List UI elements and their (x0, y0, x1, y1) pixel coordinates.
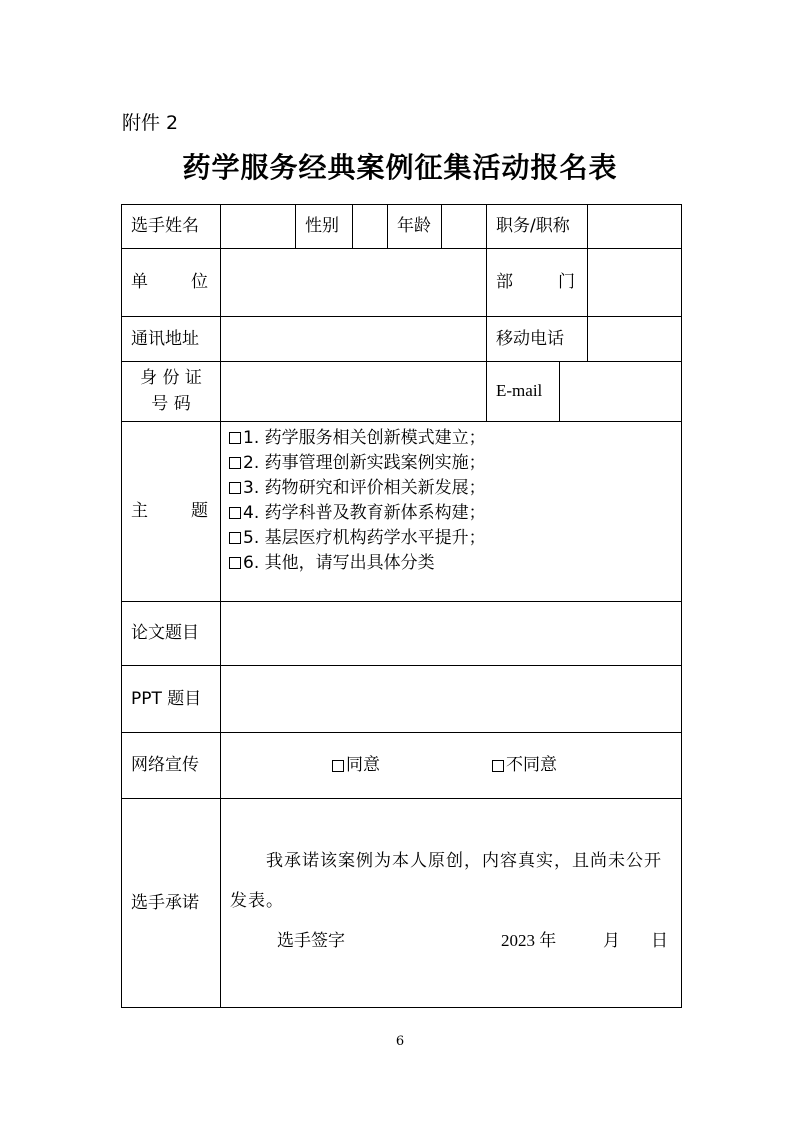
topic-option-5[interactable] (229, 526, 673, 551)
publicity-options (221, 733, 682, 799)
checkbox-icon[interactable] (229, 482, 241, 494)
age-label: 年龄 (397, 216, 431, 237)
topic-label-cell (122, 422, 221, 602)
topic-option-label: 6. 其他，请写出具体分类 (243, 553, 435, 573)
ppt-title-label-cell (122, 666, 221, 733)
gender-label: 性别 (305, 216, 339, 237)
disagree-option-label: 不同意 (506, 755, 557, 776)
checkbox-icon[interactable] (229, 432, 241, 444)
gender-label-cell (296, 205, 353, 249)
email-label: E-mail (496, 381, 543, 401)
topic-option-4[interactable] (229, 501, 673, 526)
checkbox-icon[interactable] (229, 457, 241, 469)
checkbox-icon[interactable] (492, 760, 504, 772)
page-number: 6 (395, 1034, 405, 1049)
topic-options (221, 422, 682, 602)
ppt-title-field[interactable] (221, 666, 682, 733)
checkbox-icon[interactable] (332, 760, 344, 772)
id-label-line-1: 身 份 证 (140, 368, 202, 388)
topic-option-label: 1. 药学服务相关创新模式建立； (243, 428, 486, 448)
signature-row (277, 930, 668, 956)
position-field[interactable] (588, 205, 682, 249)
email-field[interactable] (560, 362, 682, 422)
gender-field[interactable] (353, 205, 388, 249)
topic-option-6[interactable] (229, 551, 673, 576)
topic-label-char-2: 题 (191, 501, 208, 522)
signature-year: 2023 年 (501, 931, 557, 950)
position-label-cell (487, 205, 588, 249)
unit-label-char-1: 单 (131, 272, 148, 293)
id-number-field[interactable] (221, 362, 487, 422)
paper-title-label: 论文题目 (131, 623, 199, 644)
topic-option-2[interactable] (229, 451, 673, 476)
pledge-text: 我承诺该案例为本人原创，内容真实，且尚未公开发表。 (230, 851, 662, 911)
pledge-cell (221, 799, 682, 1008)
signature-label: 选手签字 (277, 931, 345, 951)
position-label: 职务/职称 (496, 216, 570, 237)
unit-label-cell (122, 249, 221, 317)
name-field[interactable] (221, 205, 296, 249)
paper-title-label-cell (122, 602, 221, 666)
topic-option-label: 5. 基层医疗机构药学水平提升； (243, 528, 486, 548)
id-label-line-2: 号 码 (151, 393, 191, 414)
age-field[interactable] (442, 205, 487, 249)
signature-month: 月 (603, 931, 620, 951)
mobile-label-cell (487, 317, 588, 362)
email-label-cell (487, 362, 560, 422)
form-title: 药学服务经典案例征集活动报名表 (182, 151, 618, 184)
dept-label-char-2: 门 (558, 272, 576, 293)
paper-title-field[interactable] (221, 602, 682, 666)
pledge-label: 选手承诺 (131, 892, 199, 913)
topic-label-char-1: 主 (131, 501, 148, 522)
topic-option-label: 4. 药学科普及教育新体系构建； (243, 503, 486, 523)
address-field[interactable] (221, 317, 487, 362)
disagree-option[interactable] (492, 733, 557, 798)
topic-option-3[interactable] (229, 476, 673, 501)
age-label-cell (388, 205, 442, 249)
checkbox-icon[interactable] (229, 532, 241, 544)
publicity-label: 网络宣传 (131, 755, 199, 776)
unit-field[interactable] (221, 249, 487, 317)
checkbox-icon[interactable] (229, 507, 241, 519)
dept-label-cell (487, 249, 588, 317)
agree-option-label: 同意 (346, 755, 380, 776)
address-label-cell (122, 317, 221, 362)
pledge-label-cell (122, 799, 221, 1008)
signature-day: 日 (651, 931, 668, 951)
name-label: 选手姓名 (131, 216, 199, 237)
publicity-label-cell (122, 733, 221, 799)
dept-field[interactable] (588, 249, 682, 317)
dept-label-char-1: 部 (496, 272, 513, 293)
mobile-label: 移动电话 (496, 328, 564, 349)
topic-option-label: 2. 药事管理创新实践案例实施； (243, 453, 486, 473)
address-label: 通讯地址 (131, 328, 199, 349)
name-label-cell (122, 205, 221, 249)
agree-option[interactable] (332, 733, 380, 798)
mobile-field[interactable] (588, 317, 682, 362)
topic-option-label: 3. 药物研究和评价相关新发展； (243, 478, 486, 498)
annex-label: 附件 2 (122, 112, 179, 134)
id-label-cell (122, 362, 221, 422)
ppt-title-label: PPT 题目 (131, 688, 202, 709)
checkbox-icon[interactable] (229, 557, 241, 569)
unit-label-char-2: 位 (191, 272, 208, 293)
topic-option-1[interactable] (229, 426, 673, 451)
registration-form (121, 204, 682, 1008)
